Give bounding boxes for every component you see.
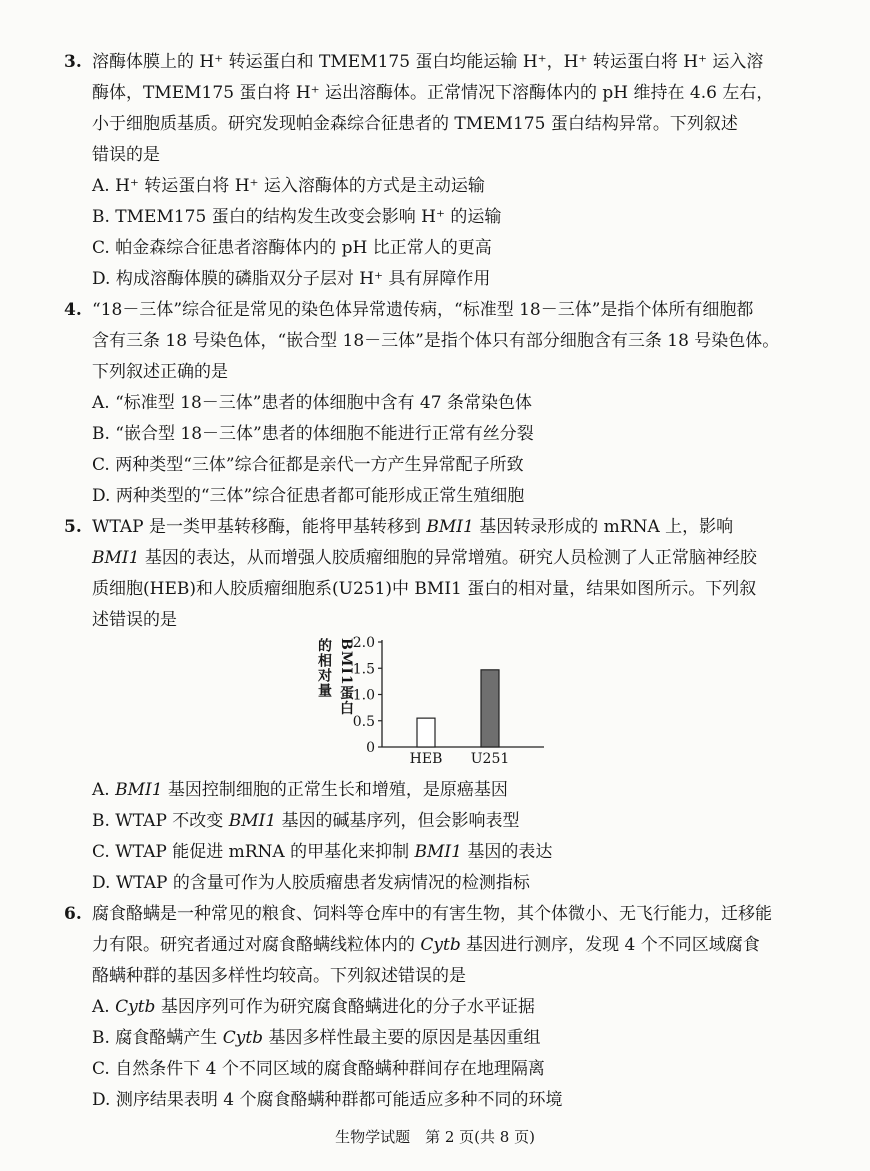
chart-ytick-label: 1.5: [352, 661, 375, 678]
question-6-stem-line-2: 力有限。研究者通过对腐食酪螨线粒体内的 Cytb 基因进行测序，发现 4 个不同区域腐食: [92, 935, 760, 955]
question-6-number: 6.: [64, 904, 82, 924]
chart-ytick-label: 2.0: [352, 635, 375, 651]
question-5-option-c: C. WTAP 能促进 mRNA 的甲基化来抑制 BMI1 基因的表达: [92, 842, 553, 862]
question-4-stem-line-2: 含有三条 18 号染色体，“嵌合型 18－三体”是指个体只有部分细胞含有三条 18 号染色体。: [92, 331, 780, 351]
question-5-option-b: B. WTAP 不改变 BMI1 基因的碱基序列，但会影响表型: [92, 811, 520, 831]
question-3-option-b: B. TMEM175 蛋白的结构发生改变会影响 H⁺ 的运输: [92, 207, 502, 227]
question-5-option-d: D. WTAP 的含量可作为人胶质瘤患者发病情况的检测指标: [92, 873, 530, 893]
question-5-option-a: A. BMI1 基因控制细胞的正常生长和增殖，是原癌基因: [92, 780, 508, 800]
question-4-option-a: A. “标准型 18－三体”患者的体细胞中含有 47 条常染色体: [92, 393, 532, 413]
question-3-number: 3.: [64, 52, 82, 72]
chart-ytick-label: 1.0: [352, 687, 375, 704]
question-4-option-d: D. 两种类型的“三体”综合征患者都可能形成正常生殖细胞: [92, 486, 525, 506]
chart-ylabel-line-2: 的相对量: [316, 638, 332, 698]
question-5-stem-line-4: 述错误的是: [92, 610, 177, 630]
question-6-option-d: D. 测序结果表明 4 个腐食酪螨种群都可能适应多种不同的环境: [92, 1090, 563, 1110]
question-3-option-a: A. H⁺ 转运蛋白将 H⁺ 运入溶酶体的方式是主动运输: [92, 176, 485, 196]
chart-ytick-label: 0.5: [352, 713, 375, 730]
question-3-option-d: D. 构成溶酶体膜的磷脂双分子层对 H⁺ 具有屏障作用: [92, 269, 491, 289]
question-4-stem-line-1: “18－三体”综合征是常见的染色体异常遗传病，“标准型 18－三体”是指个体所有细胞都: [92, 300, 754, 320]
chart-xtick-label: U251: [470, 751, 510, 767]
question-3-stem-line-4: 错误的是: [92, 145, 160, 165]
question-4-option-b: B. “嵌合型 18－三体”患者的体细胞不能进行正常有丝分裂: [92, 424, 534, 444]
chart-xtick-label: HEB: [409, 751, 443, 767]
question-6-option-b: B. 腐食酪螨产生 Cytb 基因多样性最主要的原因是基因重组: [92, 1028, 541, 1048]
question-6-option-a: A. Cytb 基因序列可作为研究腐食酪螨进化的分子水平证据: [92, 997, 535, 1017]
chart-bar-u251: [481, 670, 499, 747]
question-3-stem-line-3: 小于细胞质基质。研究发现帕金森综合征患者的 TMEM175 蛋白结构异常。下列叙述: [92, 114, 738, 134]
question-3-option-c: C. 帕金森综合征患者溶酶体内的 pH 比正常人的更高: [92, 238, 492, 258]
page-footer: 生物学试题 第 2 页(共 8 页): [335, 1128, 535, 1146]
question-6-stem-line-3: 酪螨种群的基因多样性均较高。下列叙述错误的是: [92, 966, 466, 986]
question-3-stem-line-1: 溶酶体膜上的 H⁺ 转运蛋白和 TMEM175 蛋白均能运输 H⁺，H⁺ 转运蛋白将 H⁺ 运入溶: [92, 52, 764, 72]
question-5-number: 5.: [64, 517, 82, 537]
question-4-option-c: C. 两种类型“三体”综合征都是亲代一方产生异常配子所致: [92, 455, 524, 475]
question-4-stem-line-3: 下列叙述正确的是: [92, 362, 228, 382]
question-4-number: 4.: [64, 300, 82, 320]
question-5-stem-line-3: 质细胞(HEB)和人胶质瘤细胞系(U251)中 BMI1 蛋白的相对量，结果如图所示。下列叙: [92, 579, 757, 599]
bmi1-bar-chart: [306, 630, 556, 770]
question-5-stem-line-1: WTAP 是一类甲基转移酶，能将甲基转移到 BMI1 基因转录形成的 mRNA 上，影响: [92, 517, 734, 537]
chart-ylabel-line-1: BMI1蛋白: [338, 638, 354, 716]
question-6-stem-line-1: 腐食酪螨是一种常见的粮食、饲料等仓库中的有害生物，其个体微小、无飞行能力，迁移能: [92, 904, 772, 924]
question-3-stem-line-2: 酶体，TMEM175 蛋白将 H⁺ 运出溶酶体。正常情况下溶酶体内的 pH 维持在 4.6 左右，: [92, 83, 774, 103]
question-5-stem-line-2: BMI1 基因的表达，从而增强人胶质瘤细胞的异常增殖。研究人员检测了人正常脑神经胶: [92, 548, 757, 568]
chart-ytick-label: 0: [366, 740, 375, 756]
chart-bar-heb: [417, 718, 435, 747]
question-6-option-c: C. 自然条件下 4 个不同区域的腐食酪螨种群间存在地理隔离: [92, 1059, 545, 1079]
